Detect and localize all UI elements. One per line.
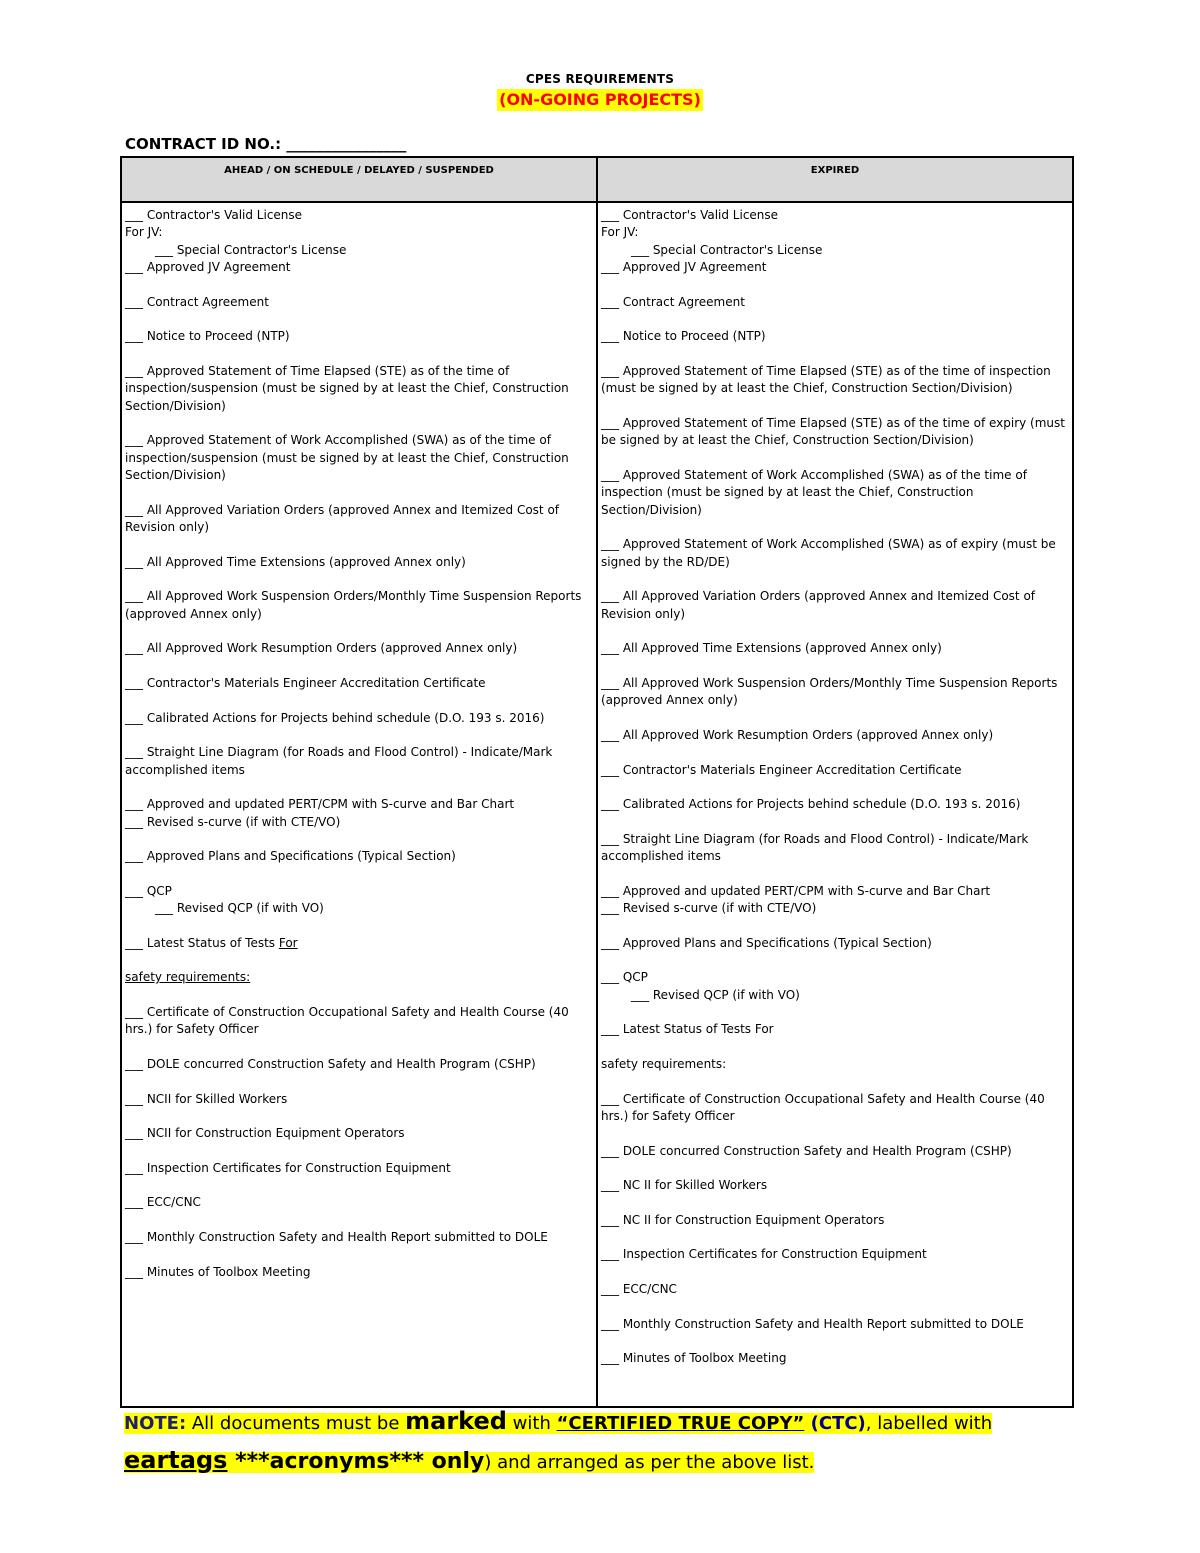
list-item: ___ Calibrated Actions for Projects behind schedule (D.O. 193 s. 2016)	[601, 797, 1021, 812]
list-item: ___ Contractor's Materials Engineer Accreditation Certificate	[125, 676, 486, 690]
list-item: ___ Straight Line Diagram (for Roads and Flood Control) - Indicate/Mark accomplished items	[601, 831, 1029, 864]
list-item: ___ Certificate of Construction Occupational Safety and Health Course (40 hrs.) for Safety Officer	[601, 1091, 1045, 1123]
requirements-table	[120, 156, 1074, 1408]
list-item: ___ Certificate of Construction Occupational Safety and Health Course (40 hrs.) for Safety Officer	[125, 1004, 569, 1037]
note-marked: marked	[405, 1407, 507, 1435]
list-item: ___ Revised s-curve (if with CTE/VO)	[125, 814, 341, 829]
list-item: ___ Contract Agreement	[125, 294, 269, 309]
list-item: ___ DOLE concurred Construction Safety and Health Program (CSHP)	[125, 1056, 536, 1071]
list-item: ___ Approved and updated PERT/CPM with S-curve and Bar Chart	[601, 883, 991, 898]
note-ctc-abbr: (CTC)	[804, 1413, 866, 1434]
left-column	[121, 202, 597, 1407]
right-column-header: EXPIRED	[597, 157, 1073, 202]
list-item: ___ Approved Statement of Time Elapsed (STE) as of the time of inspection (must be signed by at least the Chief, Construction Section/Division)	[601, 364, 1051, 396]
list-item: ___ Revised QCP (if with VO)	[155, 901, 324, 916]
list-item: ___ Special Contractor's License	[631, 242, 823, 257]
list-item: ___ ECC/CNC	[601, 1281, 677, 1296]
list-item: ___ Contractor's Materials Engineer Accreditation Certificate	[601, 762, 962, 777]
list-item: ___ ECC/CNC	[125, 1195, 201, 1210]
list-item: ___ Approved Statement of Time Elapsed (STE) as of the time of inspection/suspension (must be signed by at least the Chief, Construction Section/Division)	[125, 364, 569, 413]
list-item-link: For	[278, 935, 298, 950]
list-item: ___ All Approved Variation Orders (approved Annex and Itemized Cost of Revision only)	[125, 502, 560, 535]
list-item: ___ Approved JV Agreement	[601, 260, 767, 275]
list-item: ___ Approved and updated PERT/CPM with S-curve and Bar Chart	[125, 797, 515, 812]
list-item: ___ All Approved Variation Orders (approved Annex and Itemized Cost of Revision only)	[601, 589, 1036, 621]
list-item: safety requirements:	[601, 1056, 727, 1071]
list-item: ___ NCII for Construction Equipment Operators	[125, 1126, 405, 1141]
note-ctc-phrase: “CERTIFIED TRUE COPY”	[556, 1413, 805, 1434]
page-subtitle: (ON-GOING PROJECTS)	[499, 90, 701, 109]
list-item: ___ Special Contractor's License	[155, 242, 347, 257]
list-item: ___ Approved Plans and Specifications (Typical Section)	[601, 935, 932, 950]
list-item: ___ All Approved Work Resumption Orders (approved Annex only)	[601, 728, 994, 742]
list-item: ___ Latest Status of Tests For	[601, 1022, 774, 1037]
list-item: ___ Minutes of Toolbox Meeting	[601, 1351, 787, 1366]
list-item: ___ DOLE concurred Construction Safety and Health Program (CSHP)	[601, 1143, 1012, 1158]
note-acronyms: ***acronyms*** only	[227, 1449, 485, 1474]
contract-id-label: CONTRACT ID NO.: ________________	[125, 135, 407, 153]
list-item: ___ All Approved Work Suspension Orders/Monthly Time Suspension Reports (approved Annex only)	[125, 589, 582, 621]
list-item: ___ Calibrated Actions for Projects behind schedule (D.O. 193 s. 2016)	[125, 710, 545, 725]
list-item: ___ Contractor's Valid License	[125, 208, 303, 222]
list-item: ___ Approved JV Agreement	[125, 260, 291, 275]
note-text-2: with	[506, 1413, 557, 1434]
note-text-1: All documents must be	[186, 1413, 406, 1434]
list-item: ___ Approved Statement of Work Accomplished (SWA) as of the time of inspection/suspension (must be signed by at least the Chief, Construction Section/Division)	[125, 433, 569, 483]
left-column-header: AHEAD / ON SCHEDULE / DELAYED / SUSPENDED	[121, 157, 597, 202]
note-text-3: , labelled with	[865, 1413, 993, 1434]
note-text-4: ) and arranged as per the above list.	[484, 1452, 815, 1473]
list-item: ___ Approved Plans and Specifications (Typical Section)	[125, 849, 456, 864]
list-item: ___ Approved Statement of Time Elapsed (STE) as of the time of expiry (must be signed by at least the Chief, Construction Section/Division)	[601, 416, 1065, 448]
list-item: For JV:	[125, 225, 163, 240]
list-item: ___ Contractor's Valid License	[601, 208, 779, 222]
list-item: ___ Inspection Certificates for Construction Equipment	[601, 1247, 927, 1262]
list-item: ___ Revised QCP (if with VO)	[631, 987, 800, 1002]
list-item: ___ NC II for Construction Equipment Operators	[601, 1212, 885, 1227]
list-item: ___ Revised s-curve (if with CTE/VO)	[601, 901, 817, 916]
note-eartags: eartags	[124, 1446, 228, 1474]
page-title: CPES REQUIREMENTS	[525, 72, 675, 86]
list-item: ___ NCII for Skilled Workers	[125, 1091, 288, 1106]
list-item: ___ Contract Agreement	[601, 294, 745, 309]
list-item: ___ Monthly Construction Safety and Health Report submitted to DOLE	[601, 1316, 1024, 1331]
list-item: ___ Notice to Proceed (NTP)	[125, 329, 290, 344]
list-item: ___ Approved Statement of Work Accomplished (SWA) as of expiry (must be signed by the RD/DE)	[601, 537, 1056, 569]
list-item: ___ QCP	[125, 883, 172, 898]
list-item: ___ Straight Line Diagram (for Roads and Flood Control) - Indicate/Mark accomplished items	[125, 745, 553, 777]
list-item: ___ Minutes of Toolbox Meeting	[125, 1264, 311, 1279]
list-item: ___ QCP	[601, 970, 648, 985]
list-item: ___ Latest Status of Tests	[125, 935, 276, 950]
right-column	[597, 202, 1073, 1407]
list-item: ___ All Approved Work Suspension Orders/Monthly Time Suspension Reports (approved Annex only)	[601, 676, 1058, 708]
list-item: ___ All Approved Time Extensions (approved Annex only)	[125, 554, 466, 569]
list-item: For JV:	[601, 225, 639, 240]
list-item: ___ Monthly Construction Safety and Health Report submitted to DOLE	[125, 1229, 548, 1244]
list-item: ___ NC II for Skilled Workers	[601, 1178, 768, 1193]
list-item: ___ All Approved Work Resumption Orders (approved Annex only)	[125, 641, 518, 656]
note-prefix: NOTE:	[124, 1413, 187, 1434]
list-item: ___ Approved Statement of Work Accomplished (SWA) as of the time of inspection (must be signed by at least the Chief, Construction Section/Division)	[601, 468, 1027, 517]
list-item: ___ All Approved Time Extensions (approved Annex only)	[601, 641, 942, 656]
list-item: safety requirements:	[125, 970, 251, 985]
list-item: ___ Inspection Certificates for Construction Equipment	[125, 1160, 451, 1175]
note-block	[124, 1403, 1084, 1481]
list-item: ___ Notice to Proceed (NTP)	[601, 329, 766, 344]
